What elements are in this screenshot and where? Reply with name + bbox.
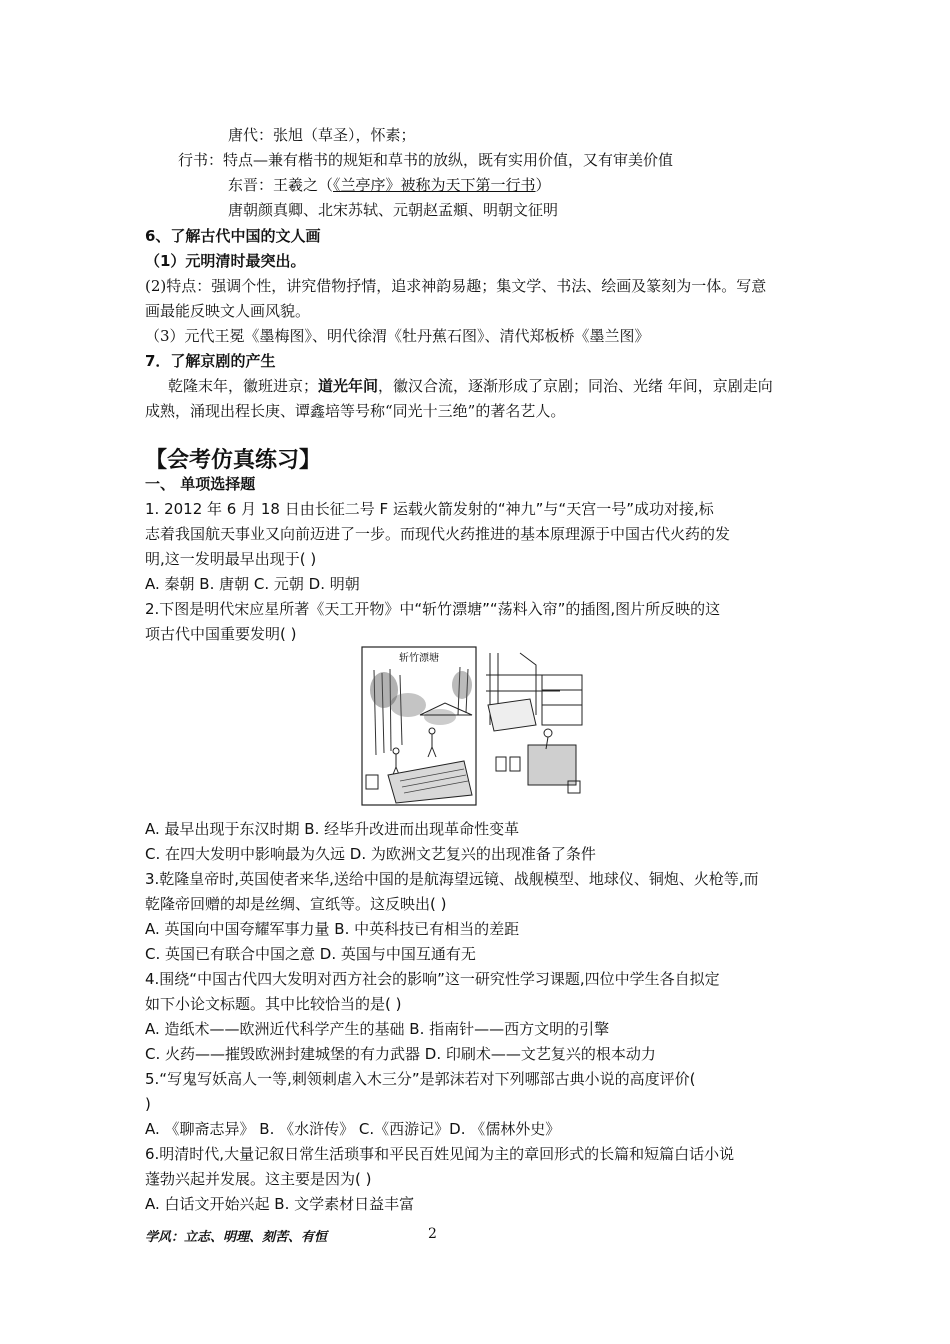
q3-line1: 3.乾隆皇帝时,英国使者来华,送给中国的是航海望远镜、战舰模型、地球仪、铜炮、火枪等,而 xyxy=(145,870,759,888)
q6-line2: 蓬勃兴起并发展。这主要是因为( ) xyxy=(145,1170,372,1188)
section-7-daoguang: 道光年间 xyxy=(318,377,379,395)
footer-motto: 学风：立志、明理、刻苦、有恒 xyxy=(145,1230,328,1245)
section-7-para-line2: 成熟，涌现出程长庚、谭鑫培等号称“同光十三绝”的著名艺人。 xyxy=(145,402,566,420)
q2-line2: 项古代中国重要发明( ) xyxy=(145,625,297,643)
page-number: 2 xyxy=(428,1226,437,1242)
section-6-item-2b: 画最能反映文人画风貌。 xyxy=(145,302,311,320)
q1-options: A. 秦朝 B. 唐朝 C. 元朝 D. 明朝 xyxy=(145,575,360,593)
q4-options-2: C. 火药——摧毁欧洲封建城堡的有力武器 D. 印刷术——文艺复兴的根本动力 xyxy=(145,1045,656,1063)
q5-line1: 5.“写鬼写妖高人一等,刺领刺虐入木三分”是郭沫若对下列哪部古典小说的高度评价( xyxy=(145,1070,696,1088)
section-6-item-1: （1）元明清时最突出。 xyxy=(145,252,306,270)
note-xingshu-line: 行书：特点—兼有楷书的规矩和草书的放纵，既有实用价值，又有审美价值 xyxy=(178,151,674,169)
section-6-item-3: （3）元代王冕《墨梅图》、明代徐渭《牡丹蕉石图》、清代郑板桥《墨兰图》 xyxy=(145,327,650,345)
note-calligraphers-line: 唐朝颜真卿、北宋苏轼、元朝赵孟頫、明朝文征明 xyxy=(228,201,559,219)
q2-options-2: C. 在四大发明中影响最为久远 D. 为欧洲文艺复兴的出现准备了条件 xyxy=(145,845,596,863)
q4-options-1: A. 造纸术——欧洲近代科学产生的基础 B. 指南针——西方文明的引擎 xyxy=(145,1020,610,1038)
note-dongjin-line xyxy=(228,173,893,198)
practice-subheading: 一、 单项选择题 xyxy=(145,475,256,493)
tiangong-kaiwu-illustration xyxy=(360,645,590,807)
illustration-svg xyxy=(360,645,590,807)
q1-line1: 1. 2012 年 6 月 18 日由长征二号 F 运载火箭发射的“神九”与“天宫一号”成功对接,标 xyxy=(145,500,714,518)
section-6-item-2a: (2)特点：强调个性，讲究借物抒情，追求神韵易趣；集文学、书法、绘画及篆刻为一体。写意 xyxy=(145,277,767,295)
q6-options: A. 白话文开始兴起 B. 文学素材日益丰富 xyxy=(145,1195,415,1213)
section-7-title: 7．了解京剧的产生 xyxy=(145,352,276,370)
q4-line1: 4.围绕“中国古代四大发明对西方社会的影响”这一研究性学习课题,四位中学生各自拟定 xyxy=(145,970,720,988)
note-dongjin-suffix: ） xyxy=(535,176,551,194)
section-6-title: 6、了解古代中国的文人画 xyxy=(145,227,321,245)
q4-line2: 如下小论文标题。其中比较恰当的是( ) xyxy=(145,995,402,1013)
note-dongjin-prefix: 东晋：王羲之（ xyxy=(228,176,334,194)
q1-line3: 明,这一发明最早出现于( ) xyxy=(145,550,317,568)
q5-options: A. 《聊斋志异》 B. 《水浒传》 C.《西游记》D. 《儒林外史》 xyxy=(145,1120,561,1138)
section-7-para-line1 xyxy=(168,374,833,399)
section-7-text-b: ，徽汉合流，逐渐形成了京剧；同治、光绪 年间，京剧走向 xyxy=(378,377,773,395)
practice-heading: 【会考仿真练习】 xyxy=(145,448,322,473)
q3-line2: 乾隆帝回赠的却是丝绸、宣纸等。这反映出( ) xyxy=(145,895,447,913)
q2-line1: 2.下图是明代宋应星所著《天工开物》中“斩竹漂塘”“荡料入帘”的插图,图片所反映的这 xyxy=(145,600,721,618)
note-tang-line: 唐代：张旭（草圣），怀素； xyxy=(228,126,416,144)
illustration-title: 斩竹漂塘 xyxy=(399,653,439,664)
q5-line2: ) xyxy=(145,1095,151,1113)
q2-options-1: A. 最早出现于东汉时期 B. 经毕升改进而出现革命性变革 xyxy=(145,820,520,838)
q3-options-2: C. 英国已有联合中国之意 D. 英国与中国互通有无 xyxy=(145,945,476,963)
q1-line2: 志着我国航天事业又向前迈进了一步。而现代火药推进的基本原理源于中国古代火药的发 xyxy=(145,525,731,543)
q3-options-1: A. 英国向中国夸耀军事力量 B. 中英科技已有相当的差距 xyxy=(145,920,520,938)
note-lantingxu: 《兰亭序》被称为天下第一行书 xyxy=(333,176,536,194)
section-7-text-a: 乾隆末年，徽班进京； xyxy=(168,377,319,395)
q6-line1: 6.明清时代,大量记叙日常生活琐事和平民百姓见闻为主的章回形式的长篇和短篇白话小说 xyxy=(145,1145,735,1163)
